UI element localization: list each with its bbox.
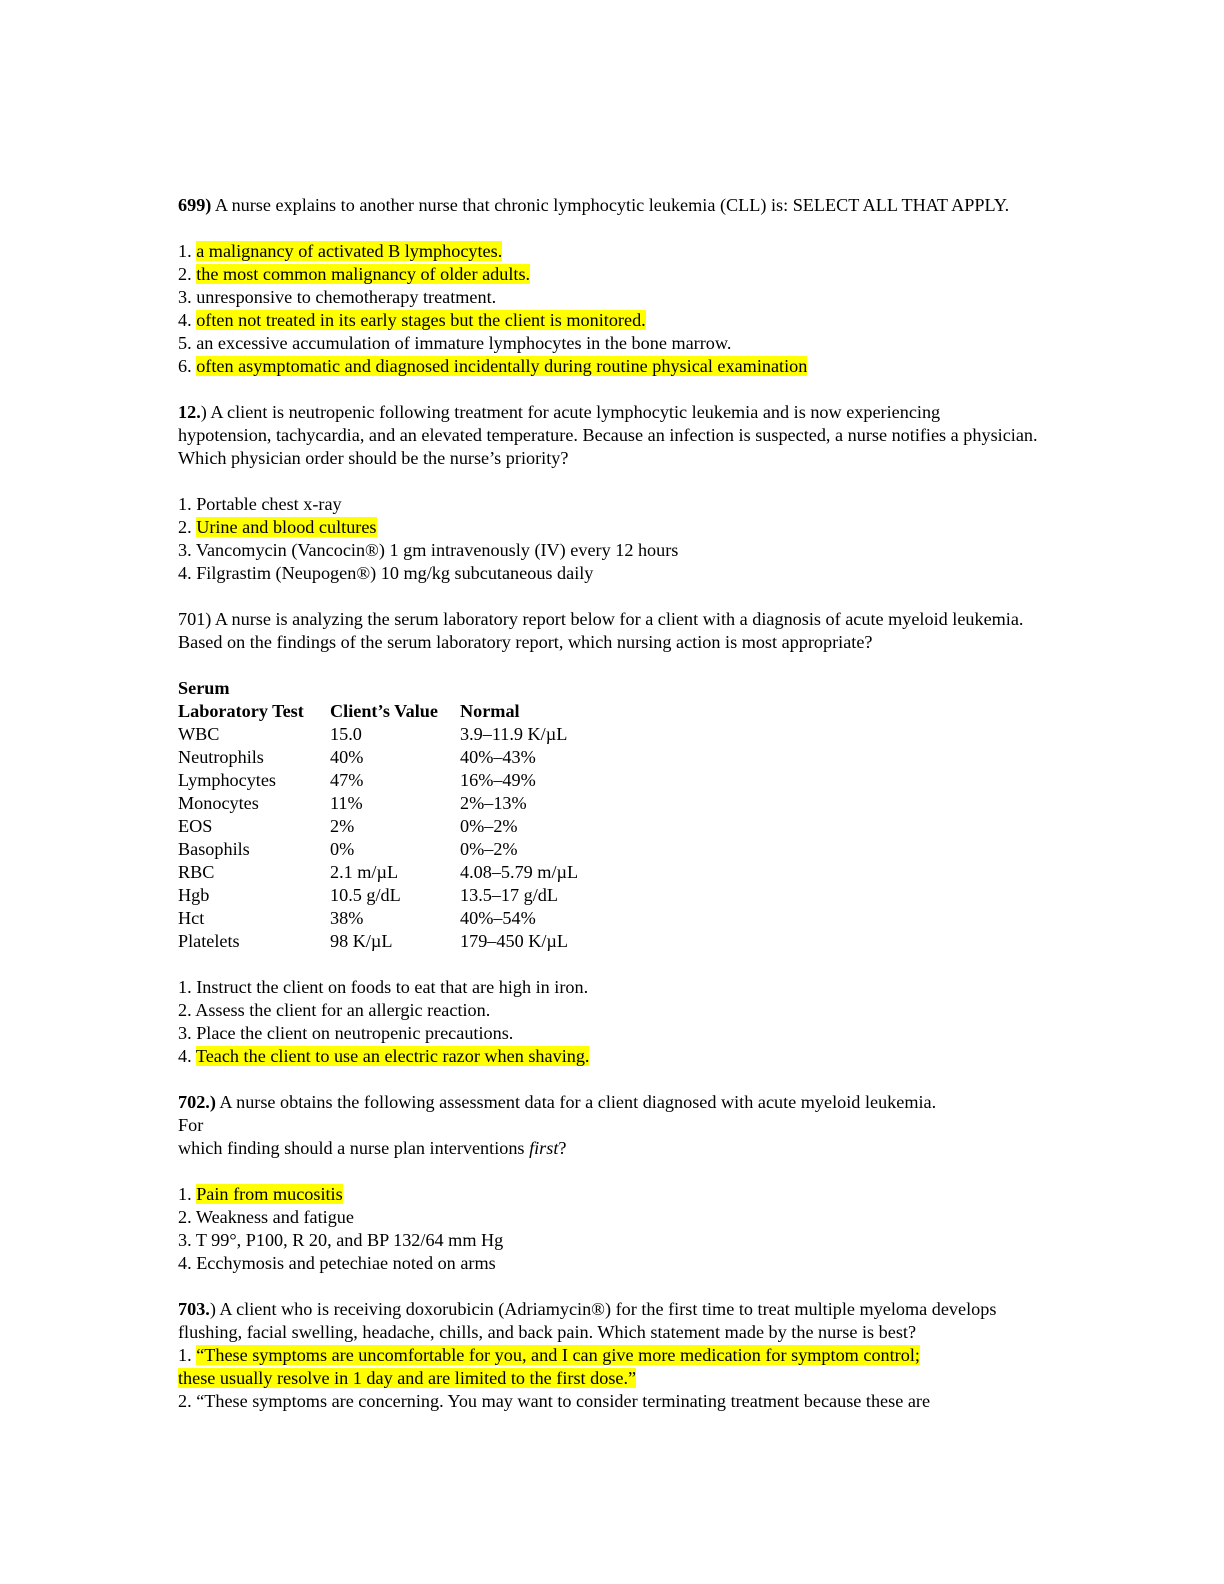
option: 4. Ecchymosis and petechiae noted on arms xyxy=(178,1253,496,1273)
option: 6. often asymptomatic and diagnosed incidentally during routine physical examination xyxy=(178,356,808,376)
header-cell: Normal xyxy=(460,701,520,721)
question-text-line: which finding should a nurse plan interventions first? xyxy=(178,1138,567,1158)
option: 2. Weakness and fatigue xyxy=(178,1207,354,1227)
option: 1. Portable chest x-ray xyxy=(178,494,342,514)
question-number: 699) xyxy=(178,195,212,215)
option: 1. a malignancy of activated B lymphocytes. xyxy=(178,241,503,261)
table-row: Platelets 98 K/µL 179–450 K/µL xyxy=(178,931,568,951)
document-page xyxy=(178,194,1038,1413)
highlighted-answer: Teach the client to use an electric razor when shaving. xyxy=(195,1046,590,1066)
option: 1. Instruct the client on foods to eat that are high in iron. xyxy=(178,977,589,997)
question-701 xyxy=(178,608,1038,654)
option: 5. an excessive accumulation of immature lymphocytes in the bone marrow. xyxy=(178,333,732,353)
highlighted-answer: Pain from mucositis xyxy=(196,1184,343,1204)
option: 4. Teach the client to use an electric razor when shaving. xyxy=(178,1046,590,1066)
lab-table-title: Serum xyxy=(178,678,230,698)
table-row: Neutrophils 40% 40%–43% xyxy=(178,747,536,767)
question-number: 12. xyxy=(178,402,201,422)
highlighted-answer: a malignancy of activated B lymphocytes. xyxy=(196,241,503,261)
table-row: Monocytes 11% 2%–13% xyxy=(178,793,527,813)
option: 3. unresponsive to chemotherapy treatment. xyxy=(178,287,497,307)
table-row: EOS 2% 0%–2% xyxy=(178,816,518,836)
highlighted-answer: “These symptoms are uncomfortable for you, and I can give more medication for symptom control; xyxy=(196,1345,920,1365)
question-text: ) A client who is receiving doxorubicin (Adriamycin®) for the first time to treat multiple myeloma develops flushing, facial swelling, headache, chills, and back pain. Which statement made by the nurse is best? xyxy=(178,1299,997,1342)
table-row: Hct 38% 40%–54% xyxy=(178,908,536,928)
question-text: A nurse explains to another nurse that chronic lymphocytic leukemia (CLL) is: SELECT ALL THAT APPLY. xyxy=(211,195,1010,215)
question-703 xyxy=(178,1298,1038,1344)
question-text: 701) A nurse is analyzing the serum laboratory report below for a client with a diagnosis of acute myeloid leukemia. Based on the findings of the serum laboratory report, which nursing action is most appropriate? xyxy=(178,609,1024,652)
question-text: ) A client is neutropenic following treatment for acute lymphocytic leukemia and is now experiencing hypotension, tachycardia, and an elevated temperature. Because an infection is suspected, a nurse notifies a physician. Which physician order should be the nurse’s priority? xyxy=(178,402,1038,468)
table-row: RBC 2.1 m/µL 4.08–5.79 m/µL xyxy=(178,862,579,882)
option: 4. Filgrastim (Neupogen®) 10 mg/kg subcutaneous daily xyxy=(178,563,594,583)
table-row: Hgb 10.5 g/dL 13.5–17 g/dL xyxy=(178,885,559,905)
table-row: Lymphocytes 47% 16%–49% xyxy=(178,770,536,790)
header-cell: Laboratory Test xyxy=(178,701,304,721)
option: 2. Assess the client for an allergic reaction. xyxy=(178,1000,491,1020)
option: 4. often not treated in its early stages but the client is monitored. xyxy=(178,310,646,330)
option: 3. Vancomycin (Vancocin®) 1 gm intravenously (IV) every 12 hours xyxy=(178,540,679,560)
table-row: Basophils 0% 0%–2% xyxy=(178,839,518,859)
table-row: WBC 15.0 3.9–11.9 K/µL xyxy=(178,724,568,744)
highlighted-answer: Urine and blood cultures xyxy=(196,517,377,537)
option: 3. T 99°, P100, R 20, and BP 132/64 mm Hg xyxy=(178,1230,504,1250)
option: 2. “These symptoms are concerning. You may want to consider terminating treatment because these are xyxy=(178,1391,931,1411)
question-text-line: For xyxy=(178,1115,204,1135)
question-699 xyxy=(178,194,1038,217)
question-number: 703. xyxy=(178,1299,210,1319)
lab-table xyxy=(178,700,578,953)
highlighted-answer: often asymptomatic and diagnosed incidentally during routine physical examination xyxy=(196,356,808,376)
option: 3. Place the client on neutropenic precautions. xyxy=(178,1023,514,1043)
highlighted-answer: the most common malignancy of older adults. xyxy=(196,264,531,284)
highlighted-answer: these usually resolve in 1 day and are limited to the first dose.” xyxy=(178,1368,637,1388)
question-12 xyxy=(178,401,1038,470)
option: 2. the most common malignancy of older adults. xyxy=(178,264,531,284)
option-continued xyxy=(178,1367,1038,1390)
option: 1. Pain from mucositis xyxy=(178,1184,343,1204)
lab-table-header xyxy=(178,700,578,723)
option: 2. Urine and blood cultures xyxy=(178,517,377,537)
highlighted-answer: often not treated in its early stages but the client is monitored. xyxy=(196,310,646,330)
question-702: 702.) A nurse obtains the following assessment data for a client diagnosed with acute myeloid leukemia. xyxy=(178,1092,937,1112)
question-number: 702.) xyxy=(178,1092,216,1112)
emphasis: first xyxy=(529,1138,559,1158)
option: 1. “These symptoms are uncomfortable for you, and I can give more medication for symptom control; xyxy=(178,1345,920,1365)
header-cell: Client’s Value xyxy=(330,701,438,721)
